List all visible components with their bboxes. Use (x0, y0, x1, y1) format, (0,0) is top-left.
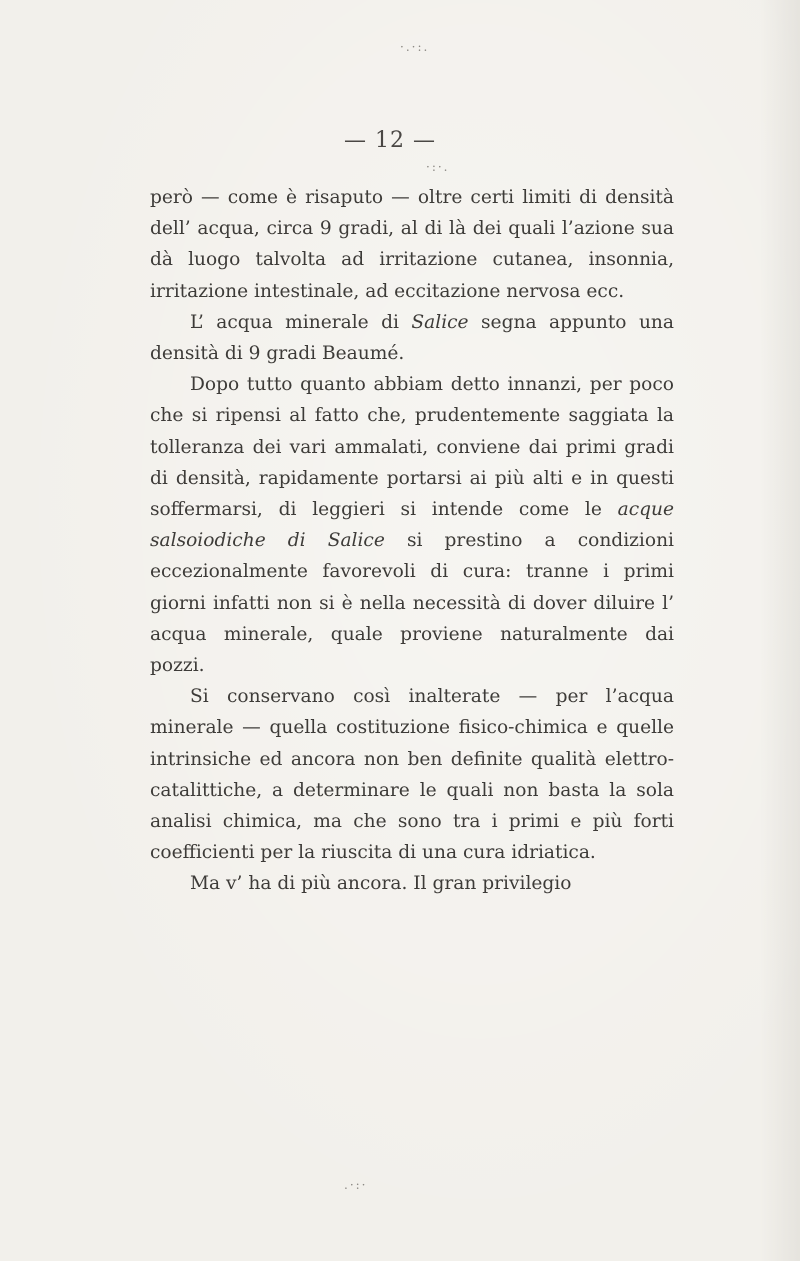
italic-text: Salice (411, 311, 469, 333)
page-edge-shadow (760, 0, 800, 1261)
body-text (150, 182, 674, 900)
paragraph (150, 307, 674, 369)
paragraph-text: segna appunto una densità di 9 gradi Beaumé. (150, 311, 674, 365)
paragraph-text: si prestino a condizioni eccezionalmente favorevoli di cura: tranne i primi giorni infatti non si è nella necessità di dover diluire l’ acqua minerale, quale proviene naturalmente dai pozzi. (150, 530, 675, 677)
page-number: — 12 — (344, 128, 436, 153)
ink-speck: ·:·. (426, 160, 450, 174)
italic-text: acque salsoiodiche di Salice (150, 499, 674, 552)
paragraph-text: L’ acqua minerale di (190, 311, 412, 333)
paragraph: Ma v’ ha di più ancora. Il gran privilegio (190, 873, 572, 895)
ink-speck: ·.·:. (400, 40, 430, 54)
paragraph (150, 369, 674, 681)
ink-speck: .·:· (344, 1178, 368, 1192)
paragraph: però — come è risaputo — oltre certi limiti di densità dell’ acqua, circa 9 gradi, al di là dei quali l’azione sua dà luogo talvolta ad irritazione cutanea, insonnia, irritazione intestinale, ad eccitazione nervosa ecc. (150, 187, 674, 302)
paragraph-text: Dopo tutto quanto abbiam detto innanzi, per poco che si ripensi al fatto che, prudentemente saggiata la tolleranza dei vari ammalati, conviene dai primi gradi di densità, rapidamente portarsi ai più alti e in questi soffermarsi, di leggieri si intende come le (150, 374, 674, 521)
paragraph: Si conservano così inalterate — per l’acqua minerale — quella costituzione fisico-chimica e quelle intrinsiche ed ancora non ben definite qualità elettro-catalittiche, a determinare le quali non basta la sola analisi chimica, ma che sono tra i primi e più forti coefficienti per la riuscita di una cura idriatica. (150, 686, 674, 864)
